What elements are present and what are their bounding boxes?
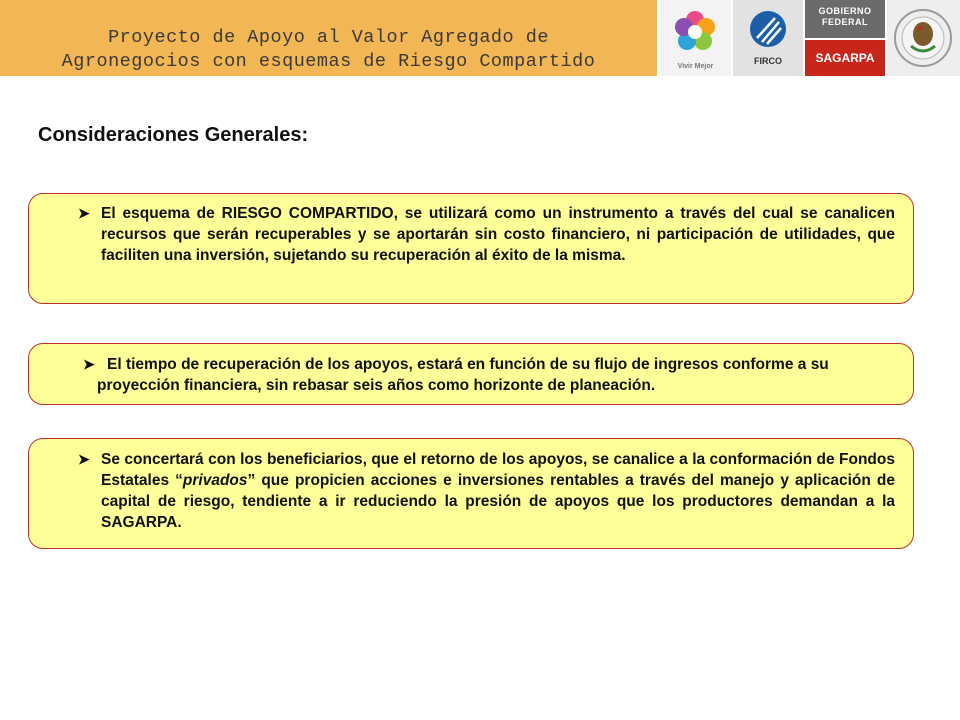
sagarpa-label: SAGARPA: [805, 40, 885, 76]
consideration-text-1: [78, 203, 895, 266]
arrowhead-bullet-icon: ➤: [78, 205, 90, 221]
firco-logo: [733, 0, 803, 76]
consideration-text-1-body: El esquema de RIESGO COMPARTIDO, se utilizará como un instrumento a través del cual se canalicen recursos que serán recuperables y se aportarán sin costo financiero, ni participación de utilidades, que faciliten una inversión, sujetando su recuperación al éxito de la misma.: [101, 205, 895, 264]
consideration-card-1: [28, 193, 914, 304]
eagle-seal-icon: [887, 0, 960, 76]
consideration-text-3-part1: Se concertará con los beneficiarios, que el retorno de los apoyos, se canalice a la conformación de Fondos Estatales “: [101, 451, 895, 489]
consideration-text-2-body: El tiempo de recuperación de los apoyos, estará en función de su flujo de ingresos conforme a su proyección financiera, sin rebasar seis años como horizonte de planeación.: [97, 356, 829, 394]
consideration-text-3-part2: ” que propicien acciones e inversiones rentables a través del manejo y aplicación de capital de riesgo, tendiente a ir reduciendo la presión de apoyos que los productores demandan a la SAGARPA.: [101, 472, 895, 531]
header-title-line1: Proyecto de Apoyo al Valor Agregado de: [108, 27, 549, 48]
mexico-coat-of-arms-logo: [887, 0, 960, 76]
consideration-card-3: [28, 438, 914, 549]
vivir-mejor-label: Vivir Mejor: [677, 63, 714, 70]
arrowhead-bullet-icon: ➤: [78, 451, 90, 467]
section-title: Consideraciones Generales:: [38, 124, 309, 146]
consideration-text-2: [83, 354, 899, 396]
header-title-line2: Agronegocios con esquemas de Riesgo Compartido: [61, 51, 596, 72]
firco-label: FIRCO: [754, 56, 782, 66]
consideration-text-3: [78, 449, 895, 533]
gobierno-federal-label: GOBIERNO FEDERAL: [805, 0, 885, 38]
page-header-title: [0, 26, 657, 74]
consideration-card-2: [28, 343, 914, 405]
consideration-text-3-italic: privados: [182, 472, 248, 489]
vivir-mejor-logo: [660, 0, 731, 76]
arrowhead-bullet-icon: ➤: [83, 356, 95, 372]
sagarpa-logo: [805, 0, 885, 76]
